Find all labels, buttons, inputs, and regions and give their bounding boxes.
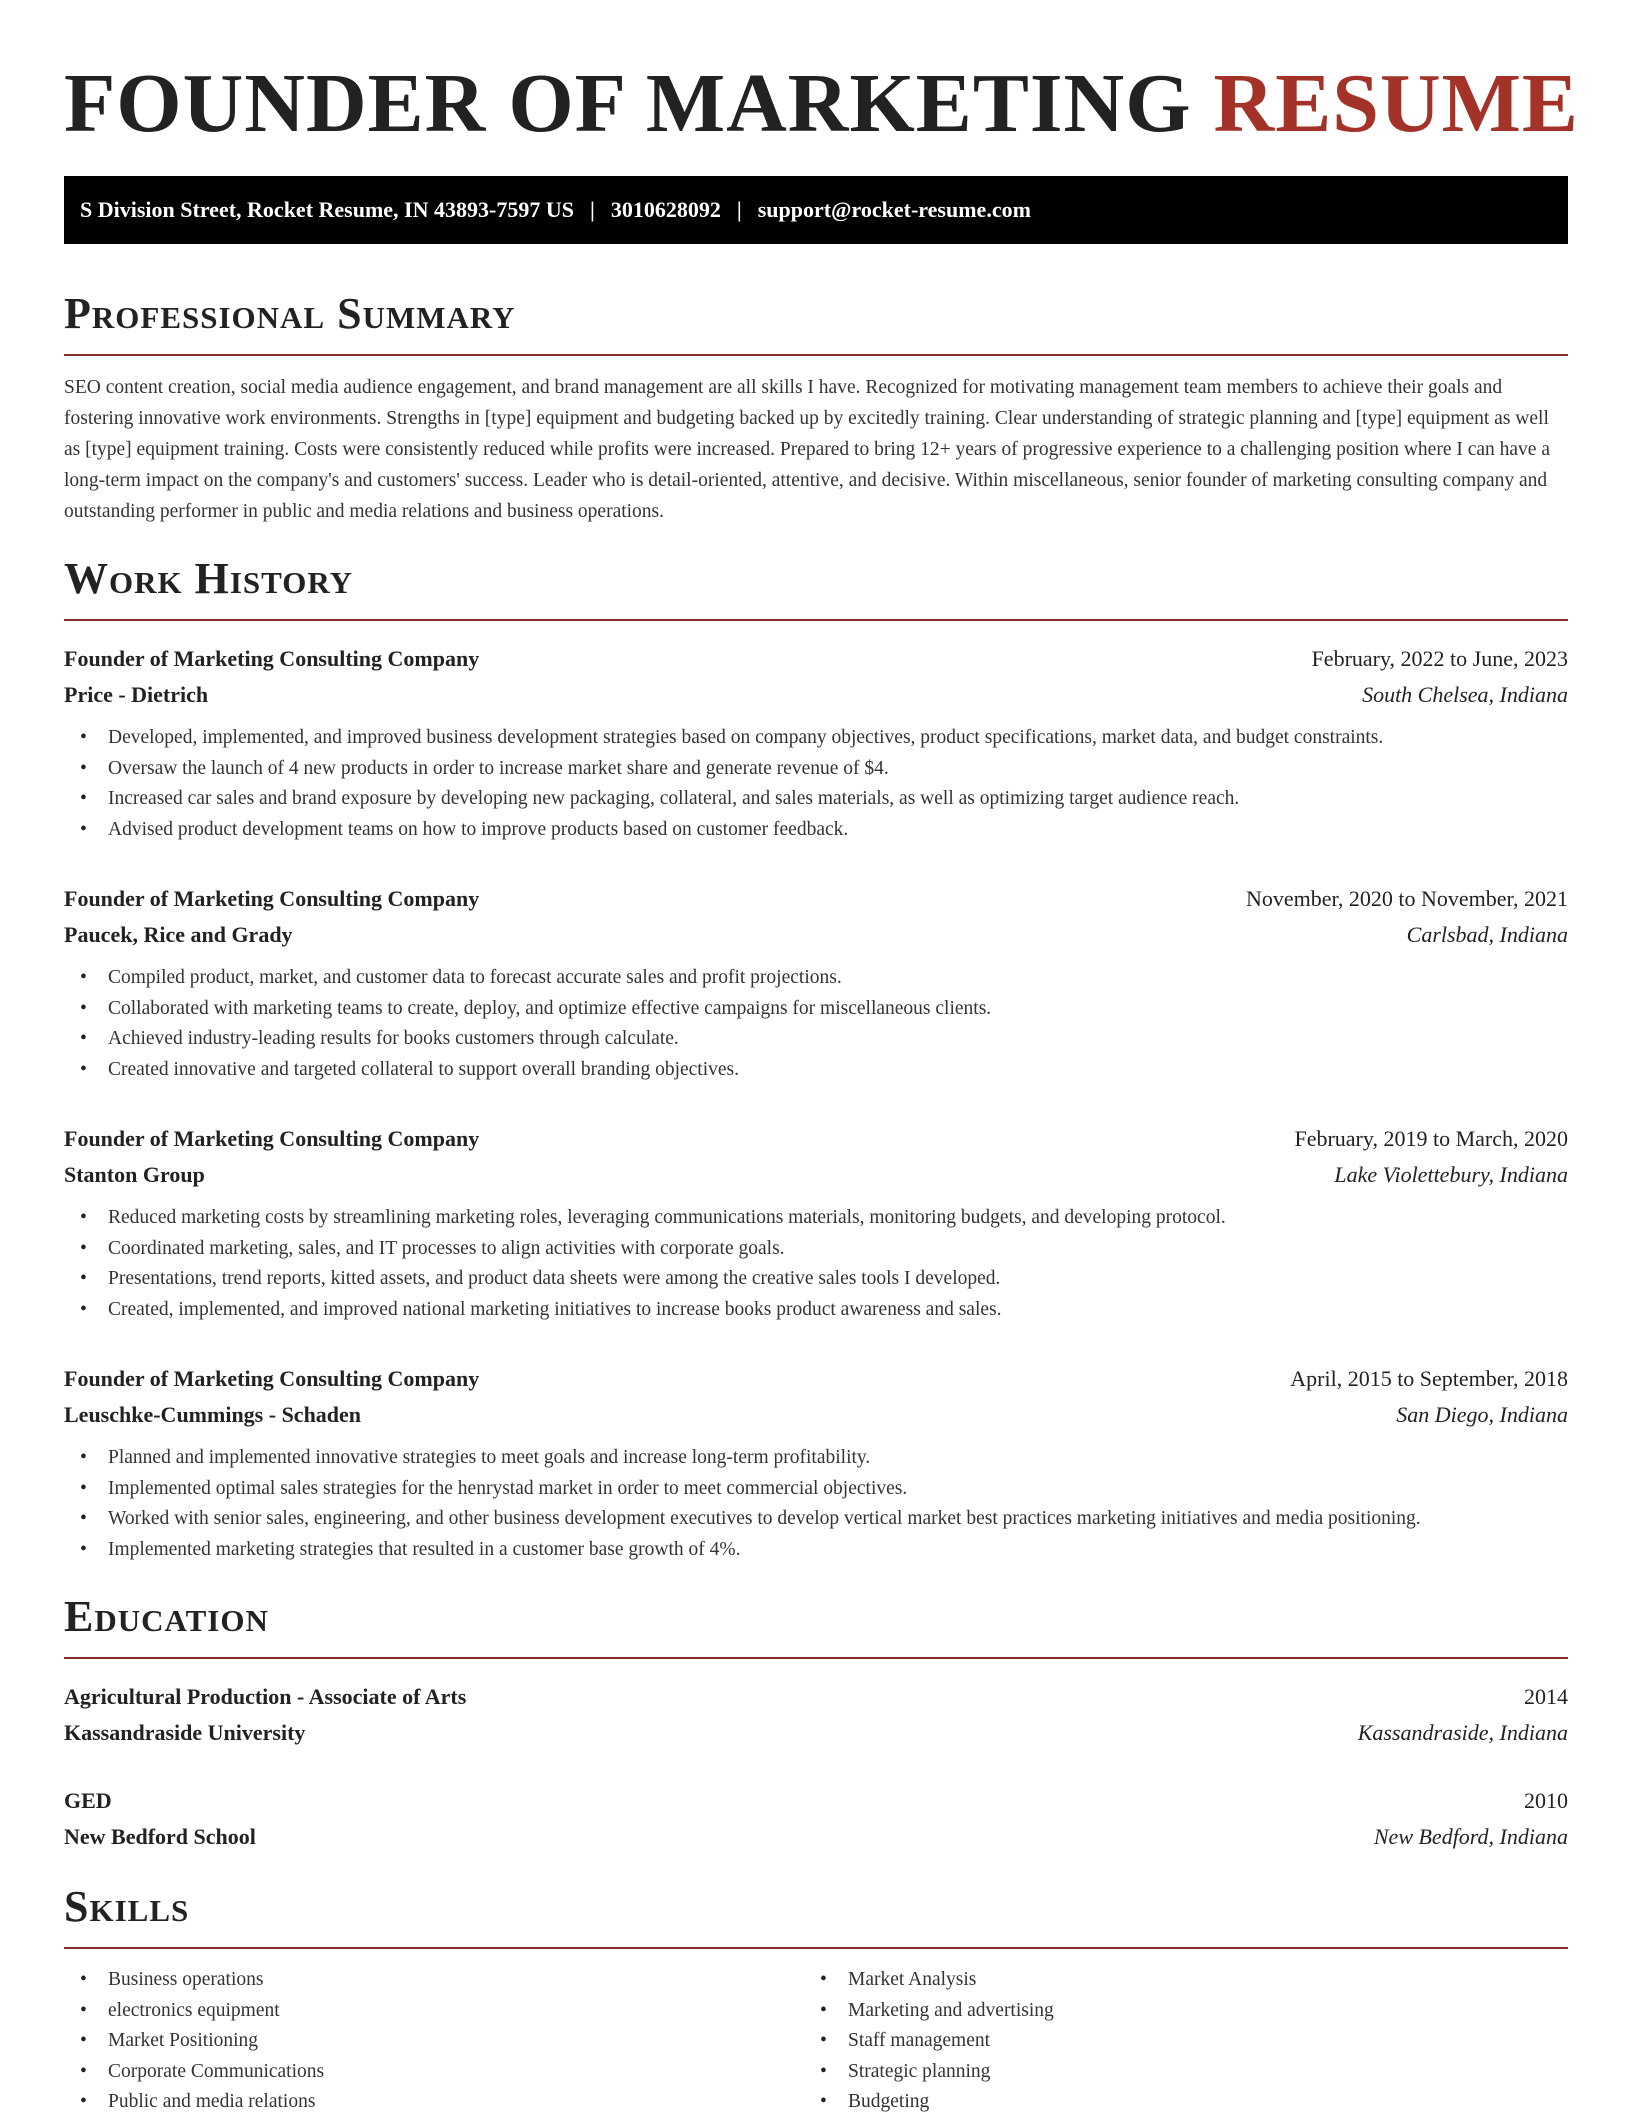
section-heading-education: Education <box>64 1592 269 1641</box>
section-divider <box>64 1657 1568 1659</box>
section-divider <box>64 354 1568 356</box>
job-bullet: • Reduced marketing costs by streamlining marketing roles, leveraging communications materials, monitoring budgets, and developing protocol. <box>80 1203 1568 1234</box>
skill-item: • Corporate Communications <box>80 2057 804 2088</box>
job-location: San Diego, Indiana <box>1396 1402 1568 1427</box>
job-header <box>64 1121 1568 1157</box>
job-dates: November, 2020 to November, 2021 <box>1245 886 1568 911</box>
skill-item: • Business operations <box>80 1965 804 1996</box>
education-year: 2010 <box>1524 1788 1568 1813</box>
job-bullets <box>64 963 1568 1085</box>
skill-item: • Market Positioning <box>80 2026 804 2057</box>
education-school: New Bedford School <box>64 1824 256 1849</box>
job-dates: February, 2022 to June, 2023 <box>1311 646 1568 671</box>
title-accent: RESUME <box>1213 57 1579 150</box>
education-location: New Bedford, Indiana <box>1373 1824 1568 1849</box>
job-bullet: • Compiled product, market, and customer data to forecast accurate sales and profit projections. <box>80 963 1568 994</box>
job-company: Price - Dietrich <box>64 682 209 707</box>
job-title: Founder of Marketing Consulting Company <box>64 886 480 911</box>
job-entry <box>64 1361 1568 1565</box>
skills-section <box>64 1881 1568 2112</box>
job-header <box>64 641 1568 677</box>
skills-column-left <box>64 1965 804 2112</box>
contact-address: S Division Street, Rocket Resume, IN 43893-7597 US <box>80 197 574 222</box>
job-bullet: • Created innovative and targeted collateral to support overall branding objectives. <box>80 1055 1568 1086</box>
education-subheader <box>64 1819 1568 1855</box>
job-dates: April, 2015 to September, 2018 <box>1290 1366 1568 1391</box>
education-degree: Agricultural Production - Associate of Arts <box>64 1684 467 1709</box>
job-bullet: • Planned and implemented innovative strategies to meet goals and increase long-term profitability. <box>80 1443 1568 1474</box>
education-header <box>64 1783 1568 1819</box>
job-bullet: • Implemented marketing strategies that resulted in a customer base growth of 4%. <box>80 1535 1568 1566</box>
skill-item: • Public and media relations <box>80 2087 804 2112</box>
job-subheader <box>64 917 1568 953</box>
job-title: Founder of Marketing Consulting Company <box>64 1366 480 1391</box>
job-dates: February, 2019 to March, 2020 <box>1294 1126 1568 1151</box>
education-location: Kassandraside, Indiana <box>1357 1720 1568 1745</box>
contact-separator: | <box>736 197 742 222</box>
job-company: Paucek, Rice and Grady <box>64 922 293 947</box>
job-header <box>64 1361 1568 1397</box>
education-year: 2014 <box>1524 1684 1568 1709</box>
job-bullets <box>64 1443 1568 1565</box>
job-entry <box>64 881 1568 1085</box>
job-entry <box>64 1121 1568 1325</box>
education-header <box>64 1679 1568 1715</box>
summary-section <box>64 288 1568 527</box>
contact-separator: | <box>589 197 595 222</box>
job-location: Carlsbad, Indiana <box>1406 922 1568 947</box>
skill-item: • Budgeting <box>820 2087 1544 2112</box>
job-subheader <box>64 1157 1568 1193</box>
education-degree: GED <box>64 1788 112 1813</box>
section-heading-skills: Skills <box>64 1882 190 1931</box>
job-bullet: • Implemented optimal sales strategies for the henrystad market in order to meet commercial objectives. <box>80 1474 1568 1505</box>
job-title: Founder of Marketing Consulting Company <box>64 646 480 671</box>
job-bullet: • Achieved industry-leading results for books customers through calculate. <box>80 1024 1568 1055</box>
section-divider <box>64 619 1568 621</box>
education-school: Kassandraside University <box>64 1720 306 1745</box>
job-bullet: • Collaborated with marketing teams to create, deploy, and optimize effective campaigns for miscellaneous clients. <box>80 994 1568 1025</box>
job-bullet: • Worked with senior sales, engineering, and other business development executives to develop vertical market best practices marketing initiatives and media positioning. <box>80 1504 1568 1535</box>
skills-column-right <box>804 1965 1544 2112</box>
section-heading-summary: Professional Summary <box>64 289 516 338</box>
education-entry <box>64 1679 1568 1751</box>
job-company: Leuschke-Cummings - Schaden <box>64 1402 362 1427</box>
skill-item: • Strategic planning <box>820 2057 1544 2088</box>
job-bullet: • Coordinated marketing, sales, and IT processes to align activities with corporate goals. <box>80 1234 1568 1265</box>
contact-bar <box>64 176 1568 244</box>
job-location: Lake Violettebury, Indiana <box>1334 1162 1568 1187</box>
job-bullet: • Presentations, trend reports, kitted assets, and product data sheets were among the creative sales tools I developed. <box>80 1264 1568 1295</box>
skill-item: • Staff management <box>820 2026 1544 2057</box>
section-heading-work: Work History <box>64 554 354 603</box>
job-company: Stanton Group <box>64 1162 205 1187</box>
skill-item: • Market Analysis <box>820 1965 1544 1996</box>
job-entry <box>64 641 1568 845</box>
work-history-section <box>64 553 1568 1565</box>
job-subheader <box>64 677 1568 713</box>
education-entry <box>64 1783 1568 1855</box>
job-header <box>64 881 1568 917</box>
job-bullets <box>64 1203 1568 1325</box>
job-subheader <box>64 1397 1568 1433</box>
job-bullet: • Developed, implemented, and improved business development strategies based on company objectives, product specifications, market data, and budget constraints. <box>80 723 1568 754</box>
job-bullets <box>64 723 1568 845</box>
education-subheader <box>64 1715 1568 1751</box>
summary-text: SEO content creation, social media audience engagement, and brand management are all skills I have. Recognized for motivating management team members to achieve their goals and fostering innovative work environments. Strengths in [type] equipment and budgeting backed up by excitedly training. Clear understanding of strategic planning and [type] equipment as well as [type] equipment training. Costs were consistently reduced while profits were increased. Prepared to bring 12+ years of progressive experience to a challenging position where I can have a long-term impact on the company's and customers' success. Leader who is detail-oriented, attentive, and decisive. Within miscellaneous, senior founder of marketing consulting company and outstanding performer in public and media relations and business operations. <box>64 377 1550 522</box>
job-bullet: • Increased car sales and brand exposure by developing new packaging, collateral, and sales materials, as well as optimizing target audience reach. <box>80 784 1568 815</box>
job-bullet: • Created, implemented, and improved national marketing initiatives to increase books product awareness and sales. <box>80 1295 1568 1326</box>
skill-item: • electronics equipment <box>80 1996 804 2027</box>
skill-item: • Marketing and advertising <box>820 1996 1544 2027</box>
job-location: South Chelsea, Indiana <box>1362 682 1568 707</box>
job-bullet: • Advised product development teams on how to improve products based on customer feedback. <box>80 815 1568 846</box>
resume-title <box>64 56 1579 152</box>
section-divider <box>64 1947 1568 1949</box>
education-section <box>64 1591 1568 1855</box>
contact-phone: 3010628092 <box>610 197 721 222</box>
skills-grid <box>64 1965 1568 2112</box>
contact-email: support@rocket-resume.com <box>757 197 1031 222</box>
title-main: FOUNDER OF MARKETING <box>64 57 1192 150</box>
job-bullet: • Oversaw the launch of 4 new products in order to increase market share and generate revenue of $4. <box>80 754 1568 785</box>
job-title: Founder of Marketing Consulting Company <box>64 1126 480 1151</box>
